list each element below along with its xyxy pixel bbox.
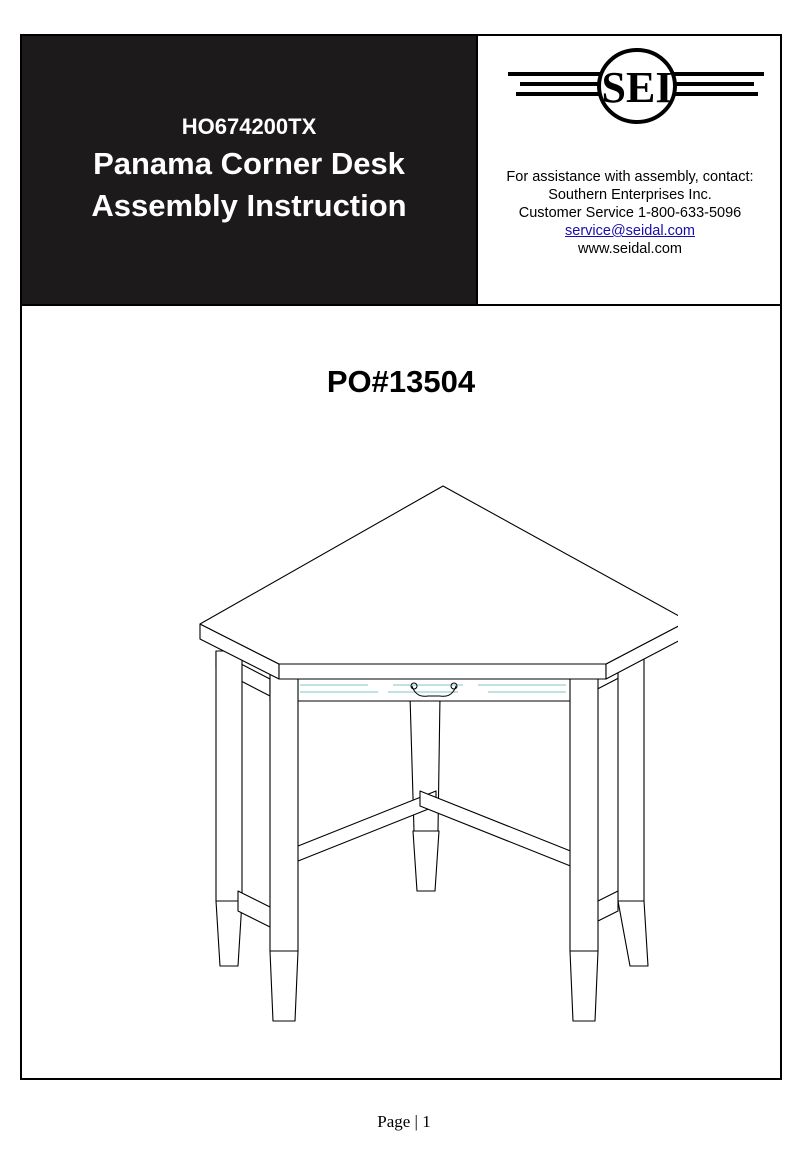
product-name: Panama Corner Desk (93, 146, 405, 181)
page-frame (20, 34, 782, 1080)
po-number: PO#13504 (326, 364, 476, 399)
contact-block (476, 36, 782, 304)
header-divider (22, 304, 780, 306)
contact-intro: For assistance with assembly, contact: (506, 169, 754, 185)
model-number: HO674200TX (181, 114, 317, 139)
contact-company: Southern Enterprises Inc. (548, 187, 712, 203)
contact-website: www.seidal.com (578, 241, 682, 257)
contact-email-link[interactable]: service@seidal.com (565, 223, 695, 239)
corner-desk-illustration (178, 446, 678, 1026)
contact-phone: Customer Service 1-800-633-5096 (518, 205, 742, 221)
document-title: Assembly Instruction (91, 188, 407, 223)
page-number: Page | 1 (377, 1112, 431, 1131)
logo-text: SEI (601, 63, 673, 112)
sei-logo (508, 44, 766, 134)
title-block (22, 36, 476, 304)
contact-info (478, 168, 782, 258)
